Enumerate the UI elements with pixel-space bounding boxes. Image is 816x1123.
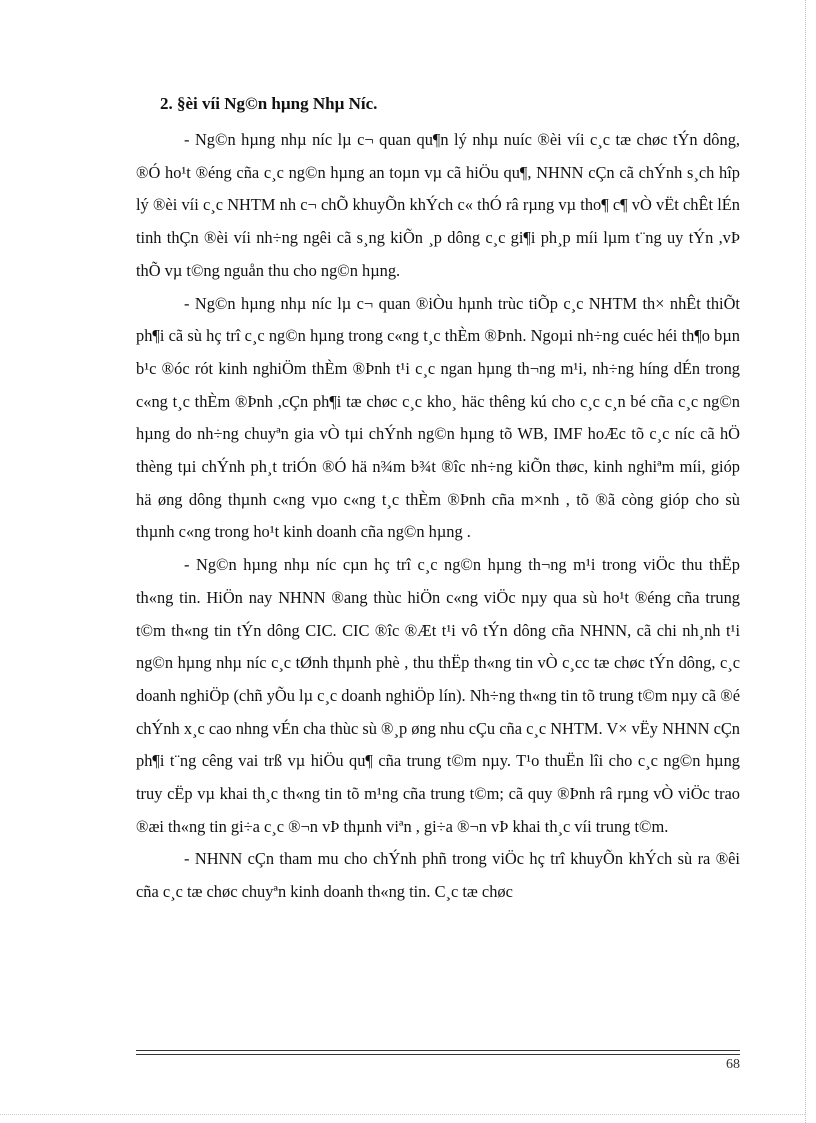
paragraph-2: - Ng©n hµng nhµ níc lµ c¬ quan ®iÒu hµnh trùc tiÕp c¸c NHTM th× nhÊt thiÕt ph¶i cã sù hç trî c¸c ng©n hµng trong c«ng t¸c thÈm ®Þnh. Ngoµi nh÷ng cuéc héi th¶o bµn b¹c ®óc rót kinh nghiÖm thÈm ®Þnh t¹i c¸c ngan hµng th¬ng m¹i, nh÷ng híng dÉn trong c«ng t¸c thÈm ®Þnh ,cÇn ph¶i tæ chøc c¸c kho¸ häc thêng kú cho c¸c c¸n bé cña c¸c ng©n hµng do nh÷ng chuyªn gia vÒ tµi chÝnh ng©n hµng tõ WB, IMF hoÆc tõ c¸c níc cã hÖ thèng tµi chÝnh ph¸t triÓn ®Ó hä n¾m b¾t ®îc nh÷ng kiÕn thøc, kinh nghiªm míi, gióp hä øng dông thµnh c«ng vµo c«ng t¸c thÈm ®Þnh cña m×nh , tõ ®ã còng gióp cho sù thµnh c«ng trong ho¹t kinh doanh cña ng©n hµng . — [136, 293, 740, 542]
section-heading: 2. §èi víi Ng©n hµng Nhµ Níc. — [160, 94, 378, 113]
body-text — [136, 124, 740, 909]
page-edge-right — [805, 0, 806, 1123]
footer-rule — [136, 1050, 740, 1051]
paragraph-4: - NHNN cÇn tham mu cho chÝnh phñ trong viÖc hç trî khuyÕn khÝch sù ra ®êi cña c¸c tæ chøc chuyªn kinh doanh th«ng tin. C¸c tæ chøc — [136, 849, 740, 902]
footer-rule-secondary — [136, 1054, 740, 1055]
page-edge-bottom — [0, 1114, 805, 1115]
paragraph-3: - Ng©n hµng nhµ níc cµn hç trî c¸c ng©n hµng th¬ng m¹i trong viÖc thu thËp th«ng tin. HiÖn nay NHNN ®ang thùc hiÖn c«ng viÖc nµy qua sù ho¹t ®éng cña trung t©m th«ng tin tÝn dông CIC. CIC ®îc ®Æt t¹i vô tÝn dông cña NHNN, cã chi nh¸nh t¹i ng©n hµng nhµ níc c¸c tØnh thµnh phè , thu thËp th«ng tin vÒ c¸cc tæ chøc tÝn dông, c¸c doanh nghiÖp (chñ yÕu lµ c¸c doanh nghiÖp lín). Nh÷ng th«ng tin tõ trung t©m nµy cã ®é chÝnh x¸c cao nhng vÉn cha thùc sù ®¸p øng nhu cÇu cña c¸c NHTM. V× vËy NHNN cÇn ph¶i t¨ng cêng vai trß vµ hiÖu qu¶ cña trung t©m nµy. T¹o thuËn lîi cho c¸c ng©n hµng truy cËp vµ khai th¸c th«ng tin tõ m¹ng cña trung t©m; cã quy ®Þnh râ rµng vÒ viÖc trao ®æi th«ng tin gi÷a c¸c ®¬n vÞ thµnh viªn , gi÷a ®¬n vÞ khai th¸c víi trung t©m. — [136, 555, 740, 836]
paragraph-1: - Ng©n hµng nhµ níc lµ c¬ quan qu¶n lý nhµ nuíc ®èi víi c¸c tæ chøc tÝn dông, ®Ó ho¹t ®éng cña c¸c ng©n hµng an toµn vµ cã hiÖu qu¶, NHNN cÇn cã chÝnh s¸ch hîp lý ®èi víi c¸c NHTM nh c¬ chÕ khuyÕn khÝch c« thÓ râ rµng vµ tho¶ c¶ vÒ vËt chÊt lÉn tinh thÇn ®èi víi nh÷ng ngêi cã s¸ng kiÕn ¸p dông c¸c gi¶i ph¸p míi lµm t¨ng uy tÝn ,vÞ thÕ vµ t©ng nguån thu cho ng©n hµng. — [136, 130, 740, 280]
page-number: 68 — [726, 1057, 740, 1072]
